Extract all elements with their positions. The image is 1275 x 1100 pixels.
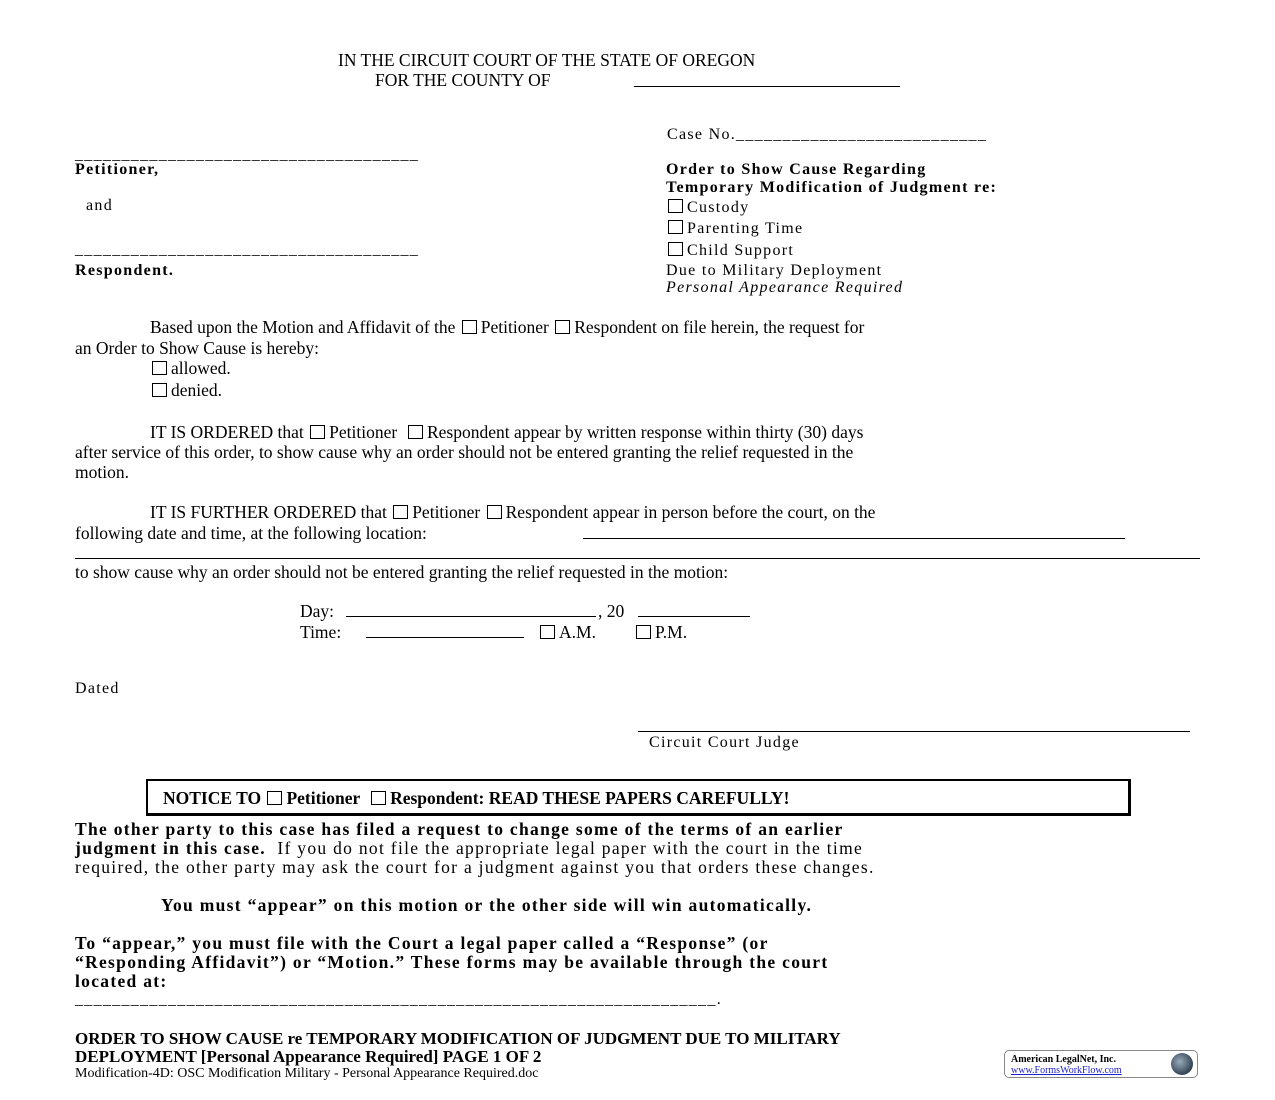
am-option[interactable]: A.M. [538, 622, 596, 642]
checkbox[interactable] [393, 505, 408, 519]
allowed-option[interactable]: allowed. [150, 358, 231, 378]
court-location-field[interactable]: _____________________________________________________________________. [75, 991, 722, 1008]
checkbox[interactable] [636, 625, 651, 639]
paragraph-1-line-1: Based upon the Motion and Affidavit of the Petitioner Respondent on file herein, the request for [150, 317, 865, 337]
paragraph-3-line-1: IT IS FURTHER ORDERED that Petitioner Respondent appear in person before the court, on the [150, 502, 876, 522]
logo-company: American LegalNet, Inc. [1011, 1054, 1116, 1065]
paragraph-2-line-1: IT IS ORDERED that Petitioner Respondent appear by written response within thirty (30) days [150, 422, 864, 442]
footer-filename: Modification-4D: OSC Modification Military - Personal Appearance Required.doc [75, 1066, 539, 1081]
paragraph-2-line-2: after service of this order, to show cause why an order should not be entered granting the relief requested in the [75, 442, 854, 462]
day-label: Day: [300, 601, 335, 621]
order-title: Order to Show Cause Regarding [666, 161, 927, 178]
custody-option[interactable] [666, 198, 749, 218]
child-support-option[interactable] [666, 241, 794, 261]
footer-title-2: DEPLOYMENT [Personal Appearance Required] PAGE 1 OF 2 [75, 1047, 542, 1066]
appearance-label: Personal Appearance Required [666, 279, 904, 296]
pm-option[interactable]: P.M. [634, 622, 687, 642]
deployment-label: Due to Military Deployment [666, 262, 883, 279]
respondent-label: Respondent. [75, 262, 175, 279]
checkbox[interactable] [310, 425, 325, 439]
notice-line-2: judgment in this case. If you do not file the appropriate legal paper with the court in the time [75, 838, 864, 858]
checkbox[interactable] [371, 791, 386, 805]
time-label: Time: [300, 622, 342, 642]
and-label: and [86, 197, 114, 214]
court-title: IN THE CIRCUIT COURT OF THE STATE OF OREGON [338, 50, 756, 70]
year-label: , 20 [598, 601, 625, 621]
checkbox[interactable] [487, 505, 502, 519]
checkbox[interactable] [408, 425, 423, 439]
day-field[interactable] [346, 616, 596, 617]
county-label: FOR THE COUNTY OF [375, 70, 551, 90]
paragraph-2-line-3: motion. [75, 462, 129, 482]
globe-icon [1171, 1053, 1193, 1075]
notice-line-7: located at: [75, 971, 168, 991]
case-number-field[interactable]: Case No.___________________________ [667, 126, 988, 143]
order-subtitle: Temporary Modification of Judgment re: [666, 179, 998, 196]
petitioner-name-field[interactable]: _____________________________________ [75, 146, 420, 163]
paragraph-3-line-2: following date and time, at the following location: [75, 523, 427, 543]
notice-line-6: “Responding Affidavit”) or “Motion.” These forms may be available through the court [75, 952, 829, 972]
logo-link[interactable]: www.FormsWorkFlow.com [1011, 1065, 1122, 1076]
notice-line-5: To “appear,” you must file with the Court a legal paper called a “Response” (or [75, 933, 769, 953]
petitioner-label: Petitioner, [75, 161, 160, 178]
county-blank[interactable] [634, 86, 900, 87]
checkbox[interactable] [267, 791, 282, 805]
respondent-name-field[interactable]: _____________________________________ [75, 241, 420, 258]
location-field[interactable] [583, 538, 1125, 539]
child-support-label: Child Support [687, 242, 795, 259]
notice-line-3: required, the other party may ask the court for a judgment against you that orders these changes. [75, 857, 875, 877]
paragraph-3-line-3: to show cause why an order should not be entered granting the relief requested in the motion: [75, 562, 729, 582]
year-field[interactable] [638, 616, 750, 617]
notice-line-1: The other party to this case has filed a request to change some of the terms of an earlier [75, 819, 844, 839]
checkbox[interactable] [540, 625, 555, 639]
paragraph-1-line-2: an Order to Show Cause is hereby: [75, 338, 319, 358]
judge-signature-field[interactable] [638, 731, 1190, 732]
checkbox[interactable] [668, 242, 683, 256]
notice-line-4: You must “appear” on this motion or the other side will win automatically. [161, 895, 813, 915]
dated-label: Dated [75, 680, 120, 697]
checkbox[interactable] [152, 361, 167, 375]
checkbox[interactable] [152, 383, 167, 397]
american-legalnet-logo[interactable] [1004, 1050, 1198, 1078]
custody-label: Custody [687, 199, 750, 216]
location-field-line-2[interactable] [75, 558, 1200, 559]
denied-option[interactable]: denied. [150, 380, 222, 400]
parenting-time-label: Parenting Time [687, 220, 804, 237]
footer-title-1: ORDER TO SHOW CAUSE re TEMPORARY MODIFICATION OF JUDGMENT DUE TO MILITARY [75, 1029, 841, 1048]
time-field[interactable] [366, 637, 524, 638]
checkbox[interactable] [668, 199, 683, 213]
checkbox[interactable] [668, 220, 683, 234]
notice-heading: NOTICE TO Petitioner Respondent: READ THESE PAPERS CAREFULLY! [163, 788, 790, 808]
judge-label: Circuit Court Judge [649, 734, 800, 751]
checkbox[interactable] [462, 320, 477, 334]
checkbox[interactable] [555, 320, 570, 334]
parenting-time-option[interactable] [666, 219, 803, 239]
